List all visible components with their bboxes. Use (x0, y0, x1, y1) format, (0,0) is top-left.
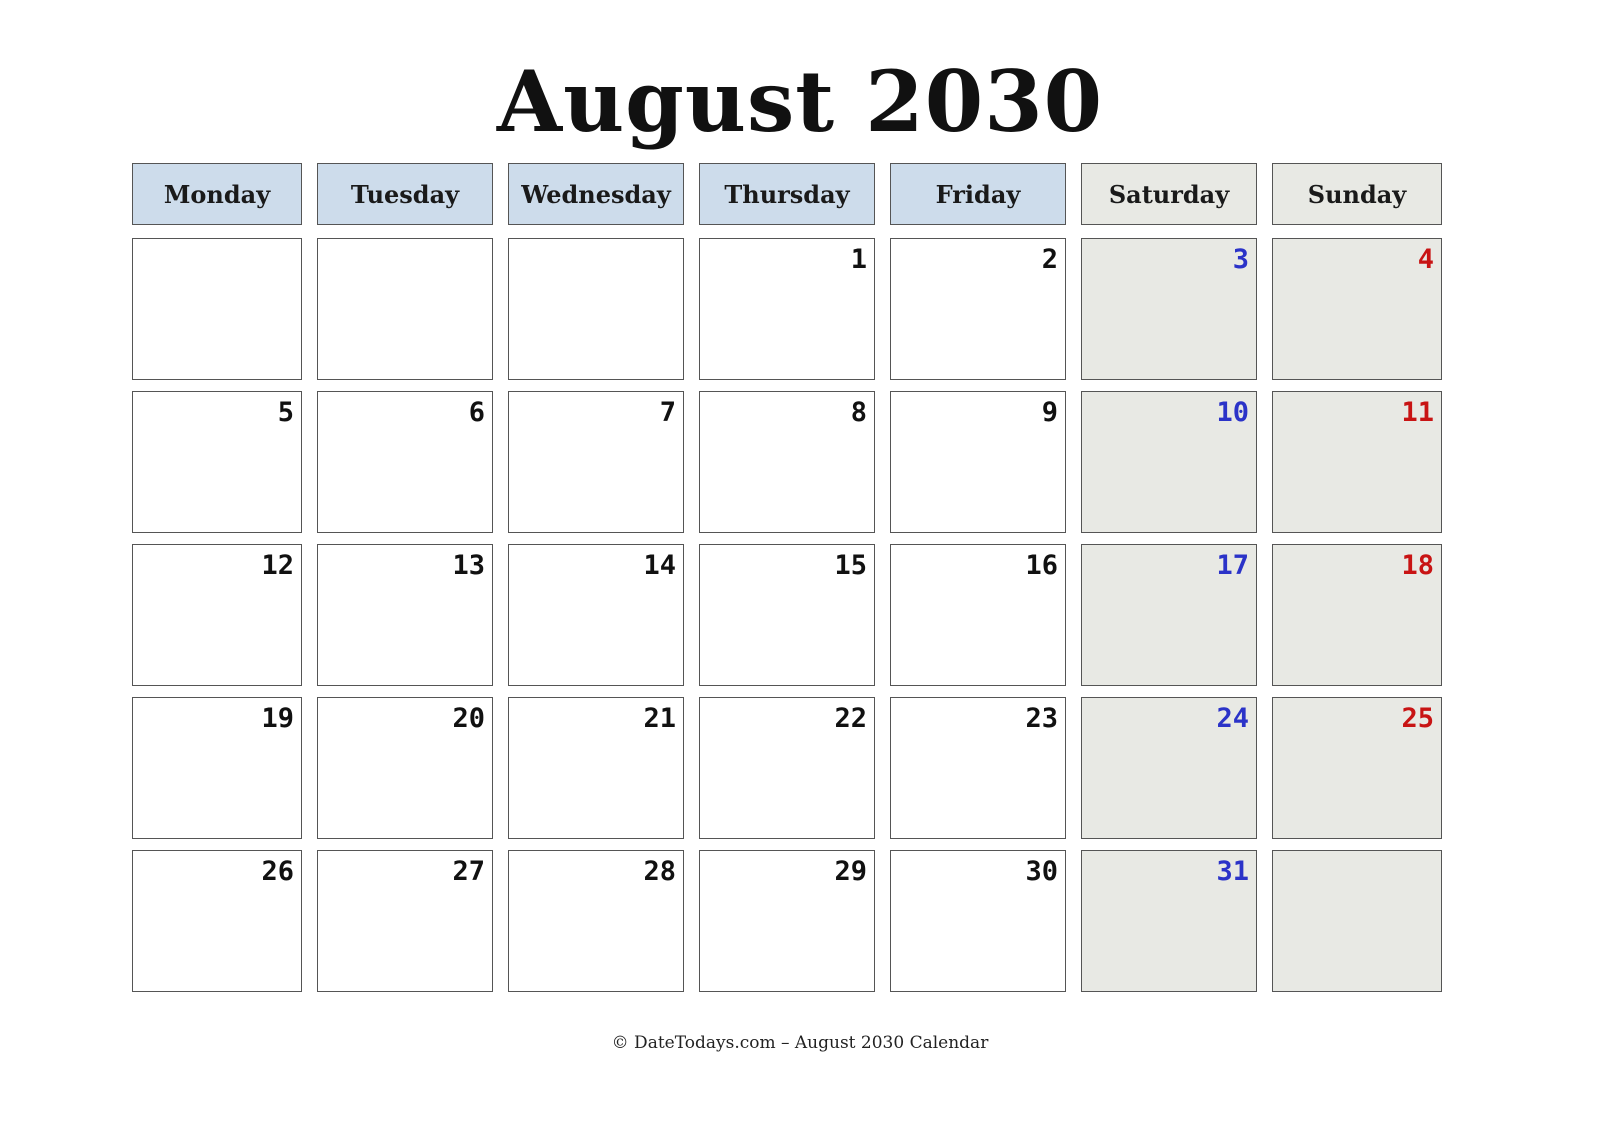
day-number: 31 (1216, 856, 1249, 887)
day-cell (1272, 391, 1442, 533)
empty-day-cell (317, 238, 493, 380)
day-number: 22 (834, 703, 867, 734)
day-number: 25 (1401, 703, 1434, 734)
day-cell (1272, 697, 1442, 839)
day-cell (508, 850, 684, 992)
day-number: 3 (1232, 244, 1249, 275)
day-cell (132, 850, 302, 992)
day-number: 13 (452, 550, 485, 581)
day-cell (317, 850, 493, 992)
day-cell (699, 544, 875, 686)
day-cell (890, 544, 1066, 686)
calendar-title: August 2030 (496, 52, 1104, 151)
day-number: 10 (1216, 397, 1249, 428)
day-number: 11 (1401, 397, 1434, 428)
day-cell (1272, 238, 1442, 380)
empty-day-cell (132, 238, 302, 380)
day-number: 14 (643, 550, 676, 581)
day-cell (317, 544, 493, 686)
day-cell (1081, 850, 1257, 992)
day-number: 1 (850, 244, 867, 275)
day-number: 18 (1401, 550, 1434, 581)
day-cell (1081, 697, 1257, 839)
day-cell (508, 697, 684, 839)
day-number: 30 (1025, 856, 1058, 887)
day-cell (317, 697, 493, 839)
footer-credit: © DateTodays.com – August 2030 Calendar (611, 1033, 989, 1053)
day-number: 7 (659, 397, 676, 428)
day-number: 2 (1041, 244, 1058, 275)
day-number: 19 (261, 703, 294, 734)
day-number: 16 (1025, 550, 1058, 581)
weekday-header-monday: Monday (132, 163, 302, 225)
day-number: 9 (1041, 397, 1058, 428)
day-cell (890, 850, 1066, 992)
day-cell (699, 697, 875, 839)
day-cell (132, 697, 302, 839)
day-cell (1081, 544, 1257, 686)
day-number: 8 (850, 397, 867, 428)
day-number: 15 (834, 550, 867, 581)
day-cell (1081, 391, 1257, 533)
empty-day-cell (508, 238, 684, 380)
day-number: 23 (1025, 703, 1058, 734)
day-number: 20 (452, 703, 485, 734)
day-cell (699, 391, 875, 533)
day-cell (508, 544, 684, 686)
weekday-header-tuesday: Tuesday (317, 163, 493, 225)
weekday-header-wednesday: Wednesday (508, 163, 684, 225)
day-cell (132, 544, 302, 686)
day-cell (699, 238, 875, 380)
day-number: 26 (261, 856, 294, 887)
day-number: 12 (261, 550, 294, 581)
day-number: 29 (834, 856, 867, 887)
weekday-header-sunday: Sunday (1272, 163, 1442, 225)
day-cell (699, 850, 875, 992)
empty-day-cell (1272, 850, 1442, 992)
day-cell (1081, 238, 1257, 380)
day-number: 24 (1216, 703, 1249, 734)
weekday-header-friday: Friday (890, 163, 1066, 225)
day-number: 5 (277, 397, 294, 428)
day-number: 6 (468, 397, 485, 428)
day-cell (1272, 544, 1442, 686)
day-number: 4 (1417, 244, 1434, 275)
weekday-header-thursday: Thursday (699, 163, 875, 225)
weekday-header-saturday: Saturday (1081, 163, 1257, 225)
day-number: 21 (643, 703, 676, 734)
day-number: 28 (643, 856, 676, 887)
day-cell (508, 391, 684, 533)
day-number: 17 (1216, 550, 1249, 581)
day-cell (890, 238, 1066, 380)
day-cell (890, 697, 1066, 839)
day-cell (317, 391, 493, 533)
day-cell (890, 391, 1066, 533)
day-number: 27 (452, 856, 485, 887)
day-cell (132, 391, 302, 533)
